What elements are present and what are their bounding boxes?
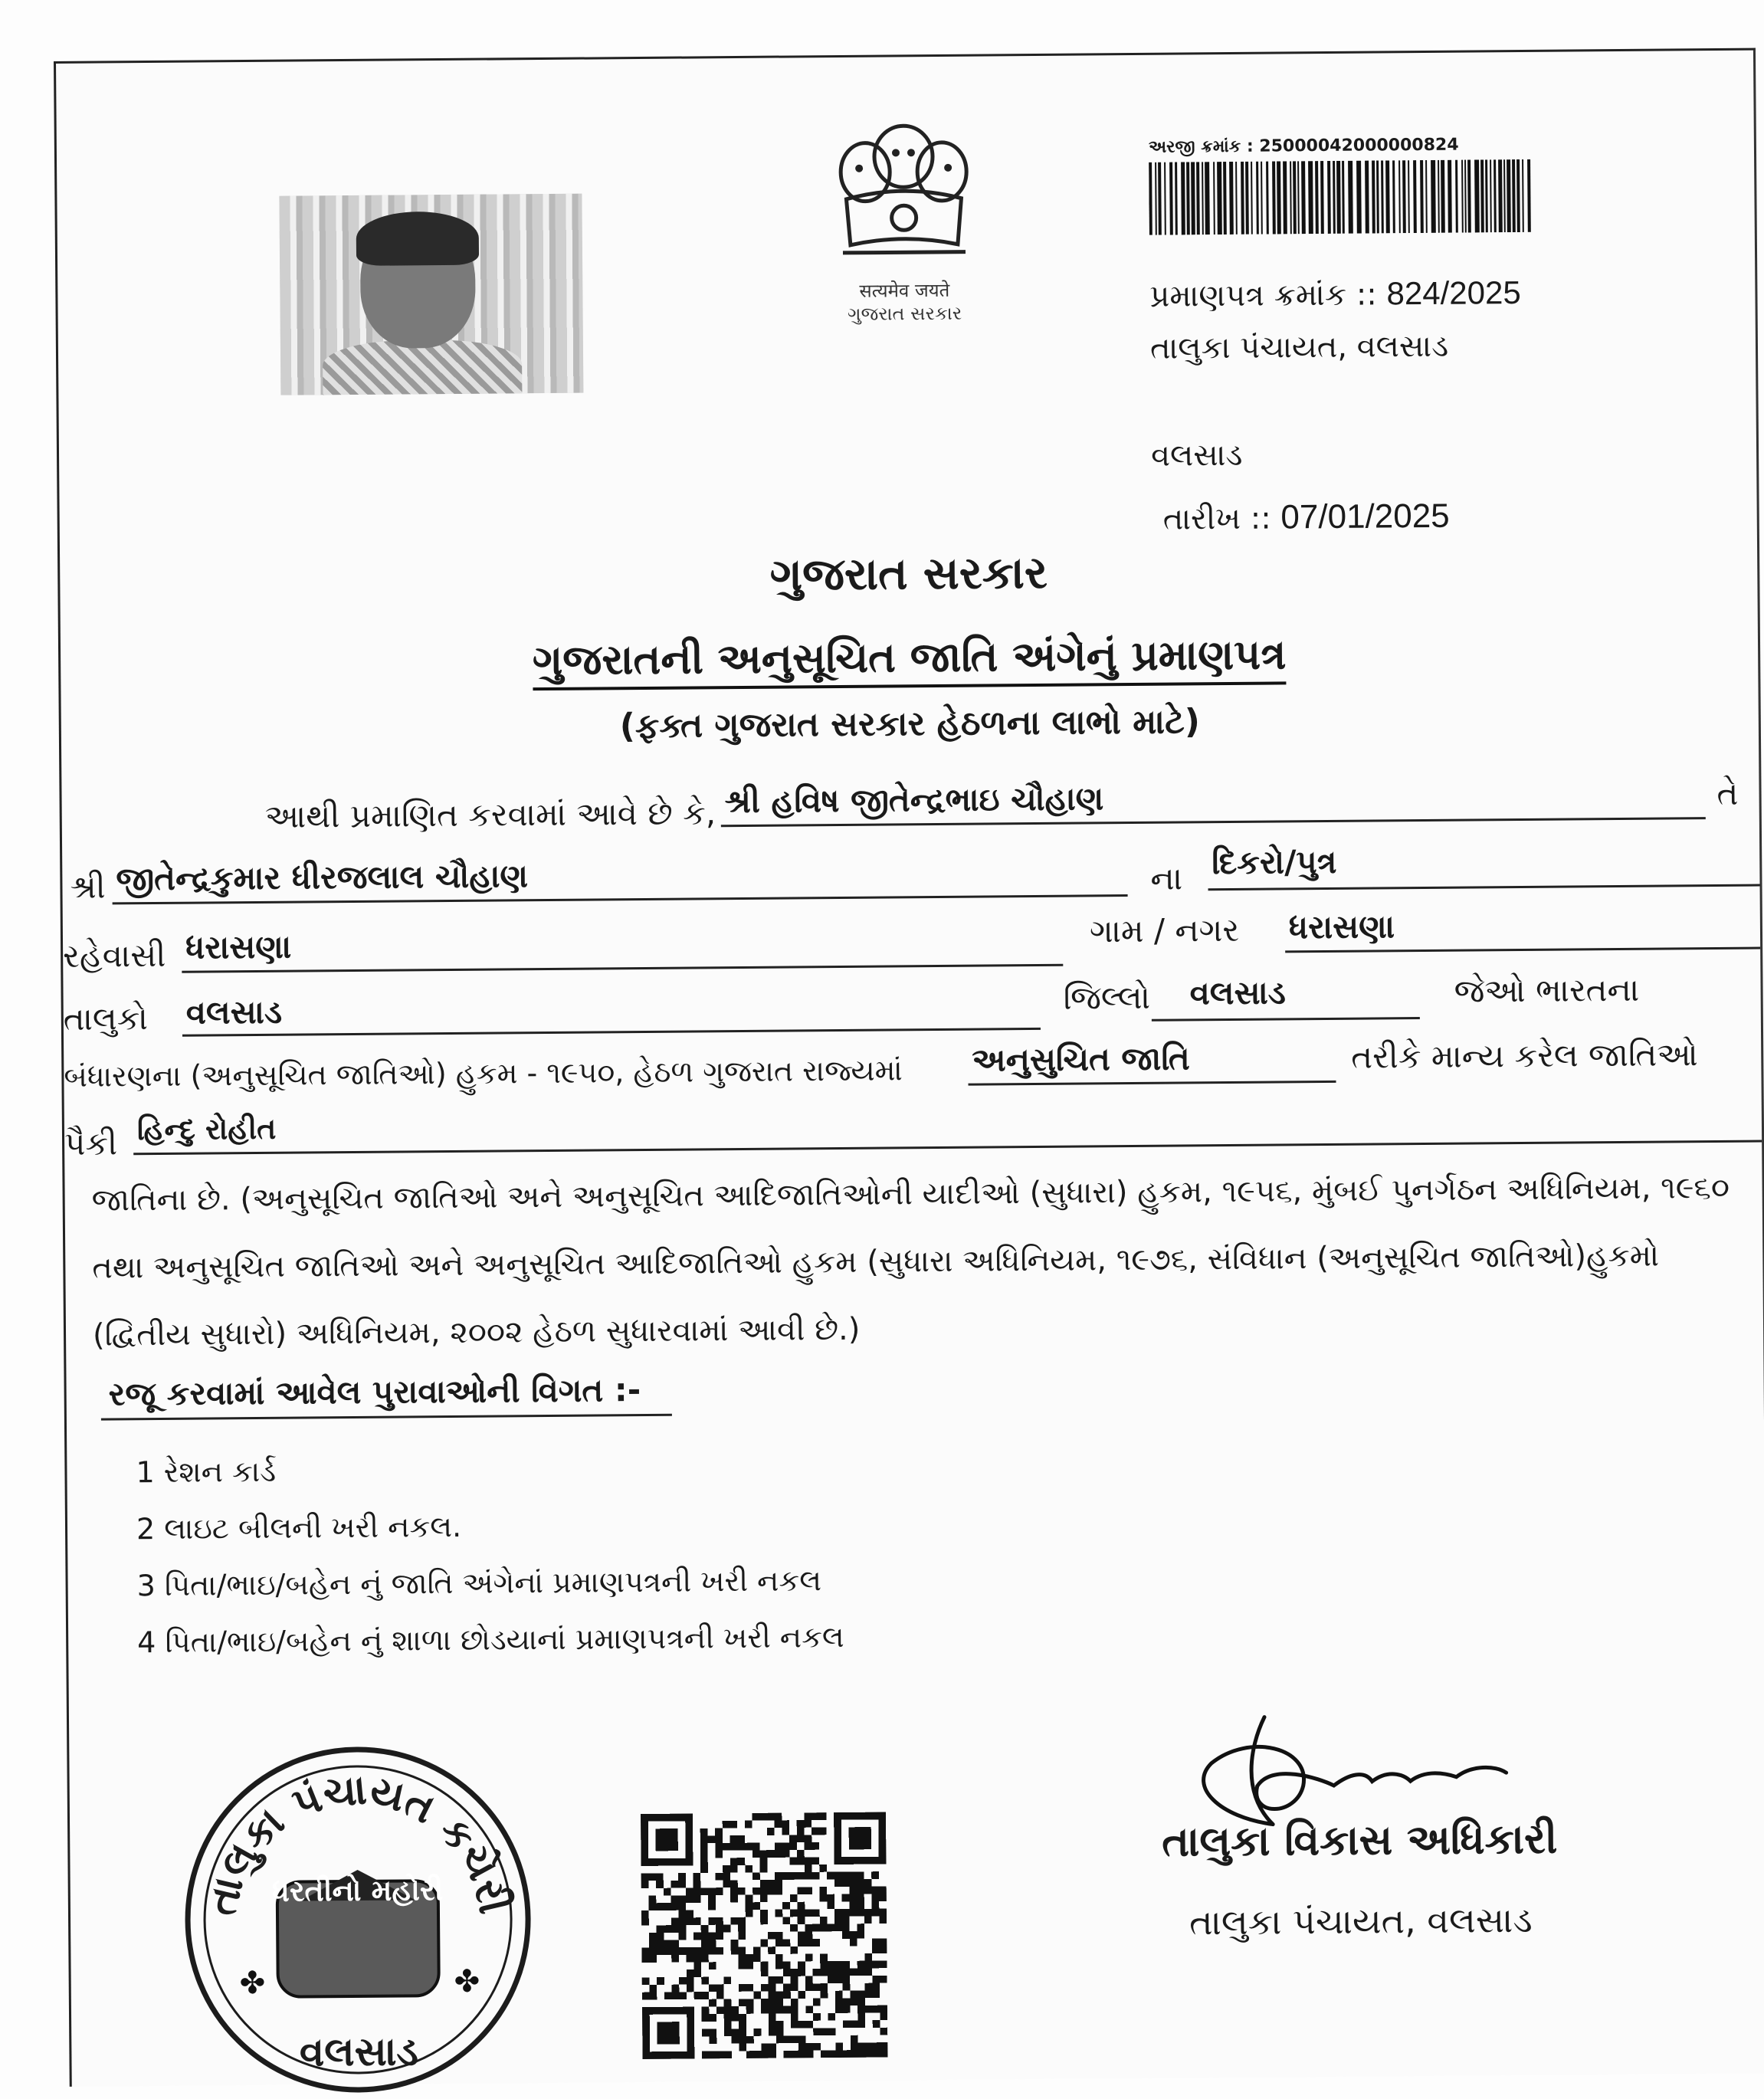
person-name: શ્રી હવિષ જીતેન્દ્રભાઇ ચૌહાણ — [724, 779, 1104, 821]
seal-bottom-text: વલસાડ — [299, 2028, 419, 2076]
barcode-icon — [1149, 159, 1533, 235]
certificate-paper — [54, 48, 1764, 2087]
taluka-line — [182, 1028, 1041, 1037]
shri-label: શ્રી — [70, 867, 106, 906]
list-item: 3 પિતા/ભાઇ/બહેન નું જાતિ અંગેનાં પ્રમાણપત્રની ખરી નકલ — [136, 1563, 822, 1603]
application-number-value: 25000042000000824 — [1259, 135, 1459, 156]
government-title: ગુજરાત સરકાર — [769, 546, 1048, 601]
official-seal-icon — [176, 1734, 539, 2097]
recognized-text: તરીકે માન્ય કરેલ જાતિઓ — [1351, 1035, 1698, 1076]
emblem-caption — [793, 278, 1015, 326]
india-label: જેઓ ભારતના — [1454, 970, 1640, 1010]
list-item: 1 રેશન કાર્ડ — [136, 1454, 277, 1490]
seal-middle-text: ધરતીનો મહોરી — [271, 1873, 444, 1908]
certificate-number-label: પ્રમાણપત્ર ક્રમાંક — [1149, 277, 1347, 314]
certificate-number-sep: :: — [1356, 277, 1377, 313]
issue-date-label: તારીખ :: — [1162, 500, 1271, 537]
issue-date — [1163, 497, 1450, 538]
qr-code-icon — [641, 1812, 888, 2060]
na-label: ના — [1150, 859, 1183, 897]
village-line — [1285, 947, 1760, 953]
emblem-govt: ગુજરાત સરકાર — [847, 302, 962, 325]
list-item: 4 પિતા/ભાઇ/બહેન નું શાળા છોડયાનાં પ્રમાણપત્રની ખરી નકલ — [137, 1619, 844, 1660]
proofs-title-underline — [101, 1414, 672, 1421]
te-label: તે — [1716, 774, 1739, 812]
seal-top-text: તાલુકા પંચાયત કચેરી — [197, 1765, 519, 1920]
intro-text: આથી પ્રમાણિત કરવામાં આવે છે કે, — [264, 794, 716, 835]
relation: દિકરો/પુત્ર — [1212, 842, 1337, 882]
category-value: અનુસુચિત જાતિ — [972, 1039, 1190, 1079]
district-label: જિલ્લો — [1063, 978, 1151, 1017]
proofs-title: રજૂ કરવામાં આવેલ પુરાવાઓની વિગત :- — [108, 1371, 641, 1413]
seal-star-left-icon: ✤ — [239, 1965, 266, 2002]
emblem-motto: सत्यमेव जयते — [859, 279, 950, 302]
constitution-text: બંધારણના (અનુસૂચિત જાતિઓ) હુકમ - ૧૯૫૦, હેઠળ ગુજરાત રાજ્યમાં — [64, 1053, 903, 1094]
district-line — [1152, 1017, 1420, 1022]
village-value: ધરાસણા — [1288, 907, 1395, 946]
relation-line — [1208, 884, 1760, 891]
village-label: ગામ / નગર — [1089, 910, 1240, 950]
issuing-office: તાલુકા પંચાયત, વલસાડ — [1149, 328, 1449, 366]
seal-star-right-icon: ✤ — [454, 1963, 480, 1999]
caste-line — [133, 1140, 1762, 1156]
among-label: પૈકી — [64, 1124, 118, 1163]
proofs-list — [136, 1438, 844, 1671]
list-item: 2 લાઇટ બીલની ખરી નકલ. — [136, 1509, 462, 1546]
applicant-photo — [279, 194, 583, 395]
taluka-label: તાલુકો — [63, 999, 149, 1038]
application-number-label: અરજી ક્રમાંક : — [1148, 136, 1254, 157]
officer-office: તાલુકા પંચાયત, વલસાડ — [1189, 1898, 1533, 1943]
category-line — [969, 1081, 1336, 1086]
father-name: જીતેન્દ્રકુમાર ધીરજલાલ ચૌહાણ — [116, 857, 529, 898]
district-value: વલસાડ — [1189, 973, 1287, 1012]
place: વલસાડ — [1150, 437, 1243, 474]
resident-line — [182, 964, 1063, 973]
resident-label: રહેવાસી — [62, 936, 166, 975]
legal-paragraph: જાતિના છે. (અનુસૂચિત જાતિઓ અને અનુસૂચિત આદિજાતિઓની યાદીઓ (સુધારા) હુકમ, ૧૯૫૬, મુંબઈ પુનર્ગઠન અધિનિયમ, ૧૯૬૦ તથા અનુસૂચિત જાતિઓ અને અનુસૂચિત આદિજાતિઓ હુકમ (સુધારા અધિનિયમ, ૧૯૭૬, સંવિધાન (અનુસૂચિત જાતિઓ)હુકમો (દ્વિતીય સુધારો) અધિનિયમ, ૨૦૦૨ હેઠળ સુધારવામાં આવી છે.) — [91, 1169, 1730, 1353]
certificate-title — [61, 627, 1758, 689]
application-number — [1149, 136, 1459, 157]
caste-value: હિન્દુ રોહીત — [136, 1111, 277, 1147]
certificate-note: (ફક્ત ગુજરાત સરકાર હેઠળના લાભો માટે) — [619, 702, 1201, 746]
resident-value: ધરાસણા — [185, 927, 292, 966]
officer-title: તાલુકા વિકાસ અધિકારી — [1162, 1814, 1558, 1866]
certificate-title-text: ગુજરાતની અનુસૂચિત જાતિ અંગેનું પ્રમાણપત્ર — [533, 630, 1287, 690]
issue-date-value: 07/01/2025 — [1280, 497, 1450, 536]
taluka-value: વલસાડ — [185, 992, 283, 1031]
certificate-number-value: 824/2025 — [1386, 274, 1521, 312]
certificate-number — [1149, 274, 1521, 314]
